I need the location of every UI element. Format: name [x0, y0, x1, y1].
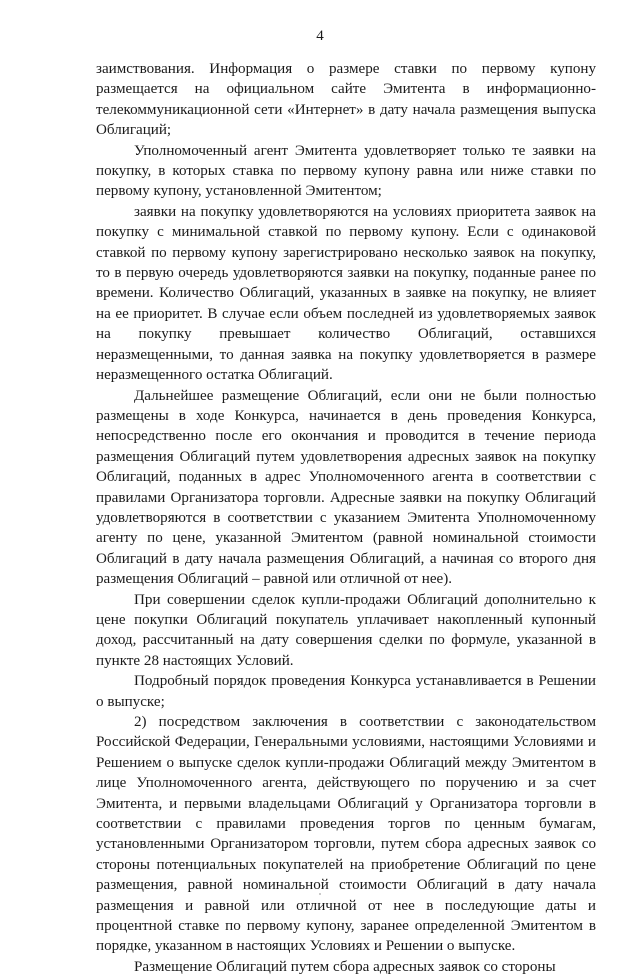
paragraph: При совершении сделок купли-продажи Облигаций дополнительно к цене покупки Облигаций покупатель уплачивает накопленный купонный доход, рассчитанный на дату совершения сделки по формуле, указанной в пункте 28 настоящих Условий.: [96, 591, 596, 669]
document-body: [96, 59, 596, 977]
paragraph: Размещение Облигаций путем сбора адресных заявок со стороны: [134, 958, 556, 975]
paragraph: Дальнейшее размещение Облигаций, если они не были полностью размещены в ходе Конкурса, начинается в день проведения Конкурса, непосредственно после его окончания и проводится в течение периода размещения Облигаций путем удовлетворения адресных заявок на покупку Облигаций, поданных в адрес Уполномоченного агента в соответствии с правилами Организатора торговли. Адресные заявки на покупку Облигаций удовлетворяются в соответствии с указанием Эмитента Уполномоченному агенту по цене, указанной Эмитентом (равной номинальной стоимости Облигаций в дату начала размещения Облигаций, а начиная со второго дня размещения Облигаций – равной или отличной от нее).: [96, 387, 596, 588]
paragraph: Подробный порядок проведения Конкурса устанавливается в Решении о выпуске;: [96, 673, 596, 710]
page-number: 4: [316, 28, 324, 44]
paragraph: Уполномоченный агент Эмитента удовлетворяет только те заявки на покупку, в которых ставка по первому купону равна или ниже ставки по первому купону, установленной Эмитентом;: [96, 142, 596, 200]
paragraph: заявки на покупку удовлетворяются на условиях приоритета заявок на покупку с минимальной ставкой по первому купону. Если с одинаковой ставкой по первому купону зарегистрировано несколько заявок на покупку, то в первую очередь удовлетворяются заявки на покупку, поданные ранее по времени. Количество Облигаций, указанных в заявке на покупку, не влияет на ее приоритет. В случае если объем последней из удовлетворяемых заявок на покупку превышает количество Облигаций, оставшихся неразмещенными, то данная заявка на покупку удовлетворяется в размере неразмещенного остатка Облигаций.: [96, 203, 596, 384]
paragraph: заимствования. Информация о размере ставки по первому купону размещается на официальном сайте Эмитента в информационно-телекоммуникационной сети «Интернет» в дату начала размещения выпуска Облигаций;: [96, 61, 596, 139]
paragraph: 2) посредством заключения в соответствии с законодательством Российской Федерации, Генеральными условиями, настоящими Условиями и Решением о выпуске сделок купли-продажи Облигаций между Эмитентом в лице Уполномоченного агента, действующего по поручению и за счет Эмитента, и первыми владельцами Облигаций у Организатора торговли в соответствии с правилами проведения торгов по ценным бумагам, установленными Организатором торговли, путем сбора адресных заявок со стороны потенциальных покупателей на приобретение Облигаций по цене размещения, равной номинальной стоимости Облигаций в дату начала размещения и равной или отличной от нее в последующие даты и процентной ставке по первому купону, заранее определенной Эмитентом в порядке, указанном в настоящих Условиях и Решении о выпуске.: [96, 714, 596, 955]
scan-speck: [319, 893, 321, 895]
